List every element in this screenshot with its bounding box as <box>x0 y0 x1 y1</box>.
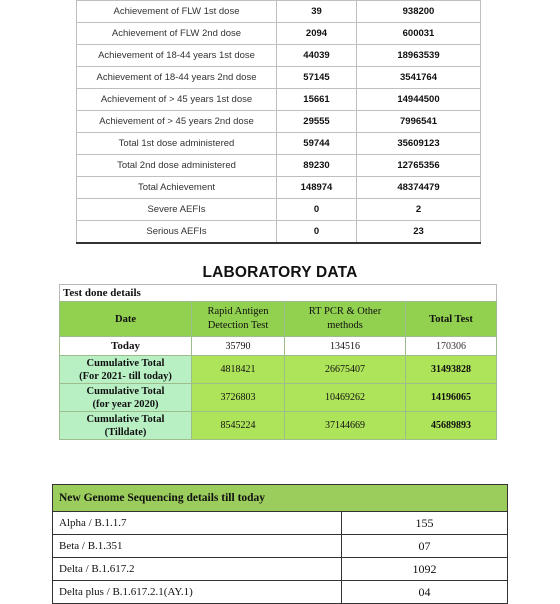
rapid-value: 8545224 <box>192 412 285 440</box>
table-row <box>77 45 481 67</box>
row-label: Achievement of FLW 2nd dose <box>77 23 277 45</box>
variant-count: 07 <box>342 535 508 558</box>
table-row <box>77 199 481 221</box>
vaccination-table <box>76 0 481 244</box>
table-row <box>53 512 508 535</box>
table-row <box>60 356 497 384</box>
table-row <box>77 221 481 244</box>
rtpcr-value: 10469262 <box>285 384 406 412</box>
period-line: (For 2021- till today) <box>79 370 172 382</box>
cumulative-value: 600031 <box>357 23 481 45</box>
table-row <box>77 155 481 177</box>
laboratory-title: LABORATORY DATA <box>202 264 358 281</box>
cumulative-value: 23 <box>357 221 481 244</box>
period-line: Cumulative Total <box>86 385 165 397</box>
variant-name: Beta / B.1.351 <box>53 535 342 558</box>
today-label: Today <box>60 337 192 356</box>
header-row <box>53 485 508 512</box>
row-label: Total 2nd dose administered <box>77 155 277 177</box>
genome-title: New Genome Sequencing details till today <box>53 485 508 512</box>
laboratory-section <box>59 284 497 440</box>
cumulative-value: 3541764 <box>357 67 481 89</box>
cumulative-value: 938200 <box>357 1 481 23</box>
header-line: Rapid Antigen <box>207 306 269 317</box>
row-label: Severe AEFIs <box>77 199 277 221</box>
rapid-value: 4818421 <box>192 356 285 384</box>
row-label: Achievement of 18-44 years 2nd dose <box>77 67 277 89</box>
variant-count: 155 <box>342 512 508 535</box>
row-label: Achievement of FLW 1st dose <box>77 1 277 23</box>
rapid-antigen-header <box>192 302 285 337</box>
table-row <box>53 535 508 558</box>
header-line: Detection Test <box>207 320 269 331</box>
cumulative-value: 12765356 <box>357 155 481 177</box>
period-line: (Tilldate) <box>104 426 147 438</box>
today-value: 15661 <box>277 89 357 111</box>
date-header: Date <box>60 302 192 337</box>
table-row <box>77 67 481 89</box>
cumulative-value: 35609123 <box>357 133 481 155</box>
header-line: methods <box>327 320 363 331</box>
genome-sequencing-table <box>52 484 508 604</box>
table-row <box>77 1 481 23</box>
header-row <box>60 302 497 337</box>
today-value: 2094 <box>277 23 357 45</box>
today-value: 44039 <box>277 45 357 67</box>
row-label: Total Achievement <box>77 177 277 199</box>
period-line: Cumulative Total <box>86 357 165 369</box>
total-value: 170306 <box>406 337 497 356</box>
cumulative-value: 48374479 <box>357 177 481 199</box>
today-value: 57145 <box>277 67 357 89</box>
rapid-value: 35790 <box>192 337 285 356</box>
today-value: 89230 <box>277 155 357 177</box>
table-row <box>77 177 481 199</box>
variant-name: Delta / B.1.617.2 <box>53 558 342 581</box>
header-line: RT PCR & Other <box>308 306 382 317</box>
today-row <box>60 337 497 356</box>
row-label: Serious AEFIs <box>77 221 277 244</box>
table-row <box>60 412 497 440</box>
variant-count: 1092 <box>342 558 508 581</box>
cumulative-value: 18963539 <box>357 45 481 67</box>
table-row <box>77 89 481 111</box>
period-label <box>60 384 192 412</box>
table-row <box>60 384 497 412</box>
today-value: 0 <box>277 199 357 221</box>
period-line: Cumulative Total <box>86 413 165 425</box>
today-value: 39 <box>277 1 357 23</box>
period-label <box>60 356 192 384</box>
today-value: 59744 <box>277 133 357 155</box>
today-value: 0 <box>277 221 357 244</box>
table-row <box>53 558 508 581</box>
row-label: Achievement of > 45 years 2nd dose <box>77 111 277 133</box>
variant-name: Delta plus / B.1.617.2.1(AY.1) <box>53 581 342 604</box>
test-details-caption: Test done details <box>59 284 497 301</box>
rtpcr-header <box>285 302 406 337</box>
rtpcr-value: 37144669 <box>285 412 406 440</box>
row-label: Total 1st dose administered <box>77 133 277 155</box>
laboratory-table <box>59 301 497 440</box>
today-value: 148974 <box>277 177 357 199</box>
total-value: 14196065 <box>406 384 497 412</box>
table-row <box>77 111 481 133</box>
table-row <box>77 133 481 155</box>
rtpcr-value: 26675407 <box>285 356 406 384</box>
table-row <box>53 581 508 604</box>
table-row <box>77 23 481 45</box>
rtpcr-value: 134516 <box>285 337 406 356</box>
row-label: Achievement of 18-44 years 1st dose <box>77 45 277 67</box>
period-line: (for year 2020) <box>92 398 159 410</box>
variant-name: Alpha / B.1.1.7 <box>53 512 342 535</box>
rapid-value: 3726803 <box>192 384 285 412</box>
period-label <box>60 412 192 440</box>
total-value: 45689893 <box>406 412 497 440</box>
variant-count: 04 <box>342 581 508 604</box>
cumulative-value: 2 <box>357 199 481 221</box>
total-value: 31493828 <box>406 356 497 384</box>
cumulative-value: 14944500 <box>357 89 481 111</box>
row-label: Achievement of > 45 years 1st dose <box>77 89 277 111</box>
today-value: 29555 <box>277 111 357 133</box>
cumulative-value: 7996541 <box>357 111 481 133</box>
total-test-header: Total Test <box>406 302 497 337</box>
